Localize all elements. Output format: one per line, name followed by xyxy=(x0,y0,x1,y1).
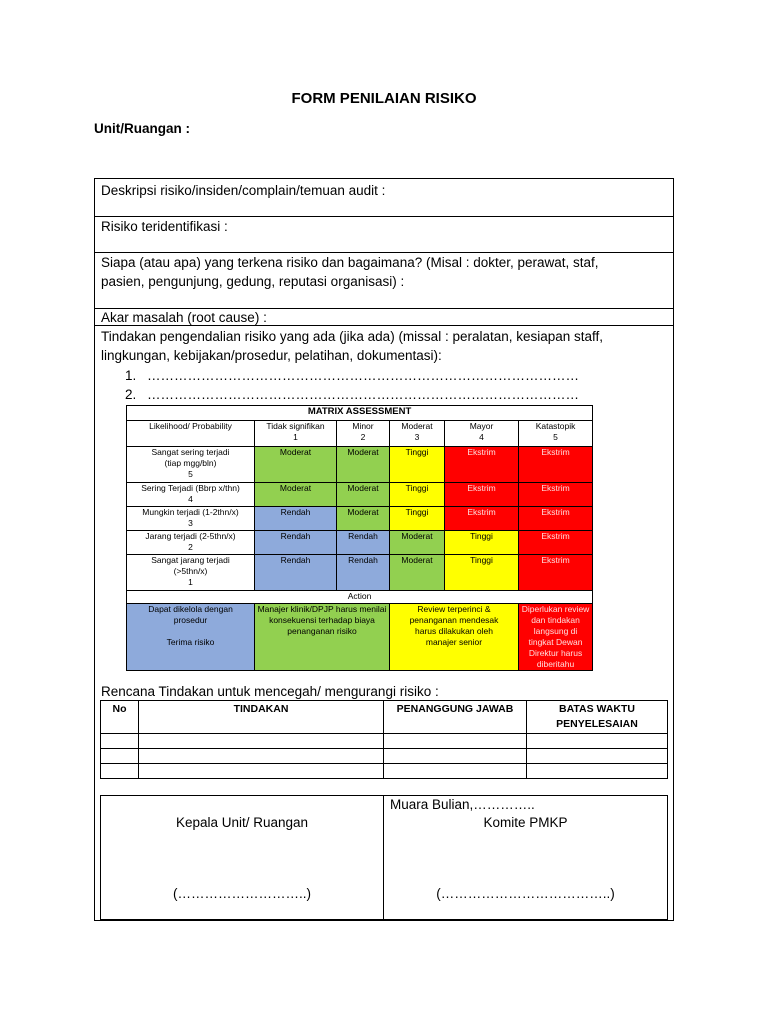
matrix-col-header: Moderat 3 xyxy=(390,421,445,447)
table-cell[interactable] xyxy=(139,764,384,779)
matrix-row xyxy=(127,507,593,531)
table-cell[interactable] xyxy=(384,749,527,764)
matrix-col-header: Mayor 4 xyxy=(445,421,519,447)
table-row xyxy=(101,749,668,764)
risiko-field[interactable]: Risiko teridentifikasi : xyxy=(101,219,228,234)
right-signature-line[interactable]: (………………………………..) xyxy=(436,886,615,901)
risk-cell: Moderat xyxy=(337,447,390,483)
list-number: 1. xyxy=(125,368,137,383)
matrix-assessment-table xyxy=(126,405,593,671)
signature-right xyxy=(384,796,668,920)
action-label: Action xyxy=(127,591,593,604)
divider xyxy=(95,325,673,326)
risk-cell: Ekstrim xyxy=(519,447,593,483)
risk-cell: Tinggi xyxy=(390,507,445,531)
matrix-corner-label: Likelihood/ Probability xyxy=(127,421,255,447)
risk-cell: Ekstrim xyxy=(519,531,593,555)
matrix-title: MATRIX ASSESSMENT xyxy=(127,406,593,421)
table-cell[interactable] xyxy=(527,734,668,749)
likelihood-label: Mungkin terjadi (1-2thn/x) 3 xyxy=(127,507,255,531)
tindakan-line-2: lingkungan, kebijakan/prosedur, pelatihan, dokumentasi): xyxy=(101,348,442,363)
action-plan-table xyxy=(100,700,668,779)
action-rendah: Dapat dikelola dengan prosedur Terima risiko xyxy=(127,604,255,671)
akar-field[interactable]: Akar masalah (root cause) : xyxy=(101,310,267,325)
matrix-row xyxy=(127,483,593,507)
list-dots: …………………………………………………………………………………… xyxy=(147,387,579,402)
risk-cell: Moderat xyxy=(255,483,337,507)
place-date: Muara Bulian,………….. xyxy=(390,797,535,812)
risk-cell: Rendah xyxy=(255,507,337,531)
risk-cell: Rendah xyxy=(337,531,390,555)
table-row xyxy=(101,764,668,779)
right-signer-title: Komite PMKP xyxy=(483,815,568,830)
risk-cell: Moderat xyxy=(337,507,390,531)
risk-cell: Ekstrim xyxy=(519,507,593,531)
likelihood-label: Sangat sering terjadi (tiap mgg/bln) 5 xyxy=(127,447,255,483)
tindakan-line-1: Tindakan pengendalian risiko yang ada (jika ada) (missal : peralatan, kesiapan staff, xyxy=(101,329,604,344)
list-dots: …………………………………………………………………………………… xyxy=(147,368,579,383)
action-row xyxy=(127,604,593,671)
risk-cell: Moderat xyxy=(390,531,445,555)
risk-cell: Tinggi xyxy=(445,531,519,555)
table-cell[interactable] xyxy=(101,764,139,779)
unit-label: Unit/Ruangan : xyxy=(94,121,190,136)
table-cell[interactable] xyxy=(101,734,139,749)
risk-cell: Ekstrim xyxy=(445,483,519,507)
left-signature-line[interactable]: (………………………..) xyxy=(173,886,311,901)
action-tinggi: Review terperinci & penanganan mendesak harus dilakukan oleh manajer senior xyxy=(390,604,519,671)
col-header-penanggung-jawab: PENANGGUNG JAWAB xyxy=(384,701,527,734)
table-cell[interactable] xyxy=(527,764,668,779)
list-item[interactable] xyxy=(125,366,579,385)
matrix-col-header: Tidak signifikan 1 xyxy=(255,421,337,447)
risk-cell: Ekstrim xyxy=(445,507,519,531)
col-header-tindakan: TINDAKAN xyxy=(139,701,384,734)
table-row xyxy=(101,734,668,749)
siapa-line-2: pasien, pengunjung, gedung, reputasi organisasi) : xyxy=(101,274,405,289)
likelihood-label: Sering Terjadi (Bbrp x/thn) 4 xyxy=(127,483,255,507)
table-cell[interactable] xyxy=(139,734,384,749)
action-ekstrim: Diperlukan review dan tindakan langsung di tingkat Dewan Direktur harus diberitahu xyxy=(519,604,593,671)
col-header-no: No xyxy=(101,701,139,734)
matrix-row xyxy=(127,531,593,555)
page-title: FORM PENILAIAN RISIKO xyxy=(291,90,477,107)
table-cell[interactable] xyxy=(527,749,668,764)
risk-cell: Tinggi xyxy=(390,447,445,483)
deskripsi-field[interactable]: Deskripsi risiko/insiden/complain/temuan audit : xyxy=(101,183,386,198)
left-signer-title: Kepala Unit/ Ruangan xyxy=(175,815,309,830)
col-header-batas-waktu: BATAS WAKTU PENYELESAIAN xyxy=(527,701,668,734)
matrix-col-header: Minor 2 xyxy=(337,421,390,447)
rencana-label: Rencana Tindakan untuk mencegah/ mengurangi risiko : xyxy=(101,684,439,699)
list-number: 2. xyxy=(125,387,137,402)
tindakan-field[interactable] xyxy=(101,327,603,365)
risk-cell: Moderat xyxy=(255,447,337,483)
siapa-line-1: Siapa (atau apa) yang terkena risiko dan bagaimana? (Misal : dokter, perawat, staf, xyxy=(101,255,599,270)
action-moderat: Manajer klinik/DPJP harus menilai konsekuensi terhadap biaya penanganan risiko xyxy=(255,604,390,671)
risk-cell: Rendah xyxy=(337,555,390,591)
table-cell[interactable] xyxy=(384,734,527,749)
signature-table xyxy=(100,795,668,920)
signature-left xyxy=(101,796,384,920)
matrix-row xyxy=(127,447,593,483)
table-cell[interactable] xyxy=(101,749,139,764)
likelihood-label: Sangat jarang terjadi (>5thn/x) 1 xyxy=(127,555,255,591)
risk-cell: Tinggi xyxy=(445,555,519,591)
table-cell[interactable] xyxy=(384,764,527,779)
risk-cell: Rendah xyxy=(255,555,337,591)
risk-cell: Rendah xyxy=(255,531,337,555)
table-cell[interactable] xyxy=(139,749,384,764)
control-list xyxy=(125,366,579,404)
matrix-col-header: Katastopik 5 xyxy=(519,421,593,447)
matrix-row xyxy=(127,555,593,591)
risk-cell: Moderat xyxy=(390,555,445,591)
risk-cell: Ekstrim xyxy=(519,555,593,591)
risk-cell: Ekstrim xyxy=(519,483,593,507)
risk-cell: Ekstrim xyxy=(445,447,519,483)
list-item[interactable] xyxy=(125,385,579,404)
siapa-field[interactable] xyxy=(101,253,599,291)
likelihood-label: Jarang terjadi (2-5thn/x) 2 xyxy=(127,531,255,555)
risk-cell: Moderat xyxy=(337,483,390,507)
risk-cell: Tinggi xyxy=(390,483,445,507)
